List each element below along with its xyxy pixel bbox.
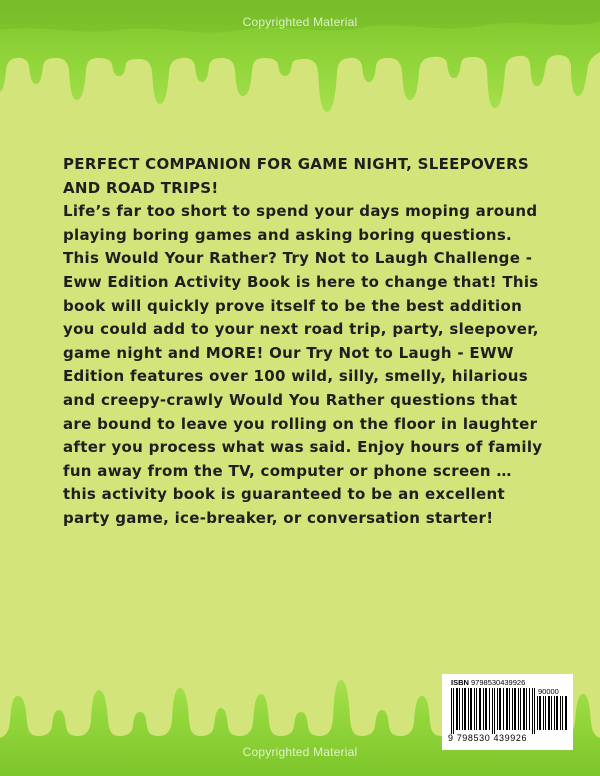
barcode-panel [442,674,573,750]
barcode-bars [451,688,535,734]
watermark-bottom: Copyrighted Material [242,745,358,759]
watermark-top: Copyrighted Material [242,15,358,29]
barcode-addon-number: 90000 [538,687,559,696]
barcode-digits: 9 798530 439926 [448,733,528,743]
description-text: Life’s far too short to spend your days moping around playing boring games and asking boring questions. This Would Your Rather? Try Not to Laugh Challenge - Eww Edition Activity Book is here to change that! This book will quickly prove itself to be the best addition you could add to your next road trip, party, sleepover, game night and MORE! Our Try Not to Laugh - EWW Edition features over 100 wild, silly, smelly, hilarious and creepy-crawly Would You Rather questions that are bound to leave you rolling on the floor in laughter after you process what was said. Enjoy hours of family fun away from the TV, computer or phone screen … this activity book is guaranteed to be an excellent party game, ice-breaker, or conversation starter! [63,202,543,527]
headline: PERFECT COMPANION FOR GAME NIGHT, SLEEPOVERS AND ROAD TRIPS! [63,155,530,197]
isbn-label: ISBN 9798530439926 [451,678,526,687]
description-block [63,153,543,531]
barcode-addon-bars [537,696,567,730]
